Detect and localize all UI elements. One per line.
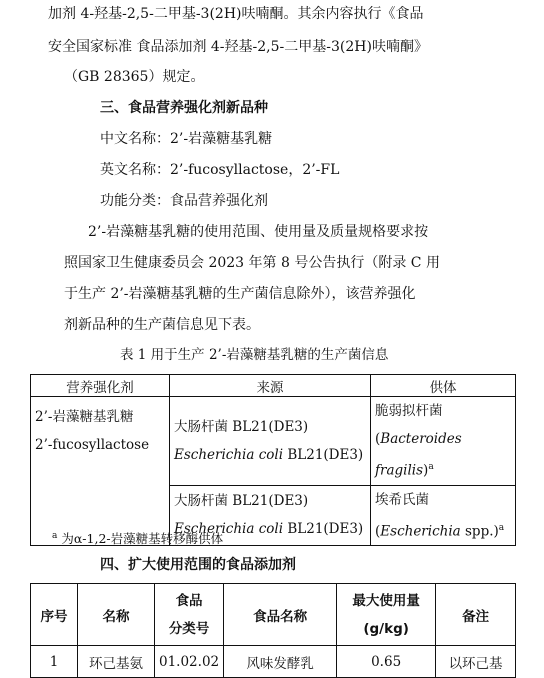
section-heading: 四、扩大使用范围的食品添加剂 (100, 557, 296, 573)
additive-table (30, 583, 516, 678)
cell-max-use: 0.65 (337, 646, 436, 678)
paragraph-line: 安全国家标准 食品添加剂 4-羟基-2,5-二甲基-3(2H)呋喃酮》 (48, 39, 428, 55)
table-header: 来源 (170, 375, 371, 397)
paragraph-line: （GB 28365）规定。 (64, 69, 205, 85)
cell-remark: 以环己基 (436, 646, 516, 678)
donor-cell (371, 485, 516, 546)
cell-category: 01.02.02 (155, 646, 224, 678)
donor-latin: (Escherichia spp.)$^a$ (375, 522, 505, 539)
source-cn: 大肠杆菌 BL21(DE3) (174, 493, 309, 510)
table-header: 供体 (371, 375, 516, 397)
fortifier-en: 2’-fucosyllactose (35, 437, 150, 453)
section-heading: 三、食品营养强化剂新品种 (100, 100, 268, 116)
header-category: 食品 分类号 (155, 584, 224, 646)
source-cn: 大肠杆菌 BL21(DE3) (174, 418, 309, 435)
source-latin: Escherichia coli BL21(DE3) (174, 521, 364, 538)
paragraph-line: 照国家卫生健康委员会 2023 年第 8 号公告执行（附录 C 用 (64, 255, 440, 271)
donor-cell (371, 397, 516, 486)
english-name: 英文名称：2’-fucosyllactose，2’-FL (100, 162, 340, 178)
paragraph-line: 于生产 2’-岩藻糖基乳糖的生产菌信息除外），该营养强化 (64, 286, 416, 302)
chinese-name: 中文名称：2’-岩藻糖基乳糖 (100, 131, 273, 147)
cell-no: 1 (31, 646, 78, 678)
table-footnote: $^a$ 为α-1,2-岩藻糖基转移酶供体 (52, 531, 224, 547)
cell-food-name: 风味发酵乳 (224, 646, 337, 678)
paragraph-line: 2’-岩藻糖基乳糖的使用范围、使用量及质量规格要求按 (88, 224, 429, 240)
fortifier-cn: 2’-岩藻糖基乳糖 (35, 409, 134, 425)
header-no: 序号 (31, 584, 78, 646)
paragraph-line: 剂新品种的生产菌信息见下表。 (64, 317, 260, 333)
producer-strain-table (30, 374, 516, 546)
donor-latin: (Bacteroides fragilis)$^a$ (375, 431, 462, 479)
paragraph-line: 加剂 4-羟基-2,5-二甲基-3(2H)呋喃酮。其余内容执行《食品 (48, 6, 424, 22)
header-food-name: 食品名称 (224, 584, 337, 646)
header-name: 名称 (78, 584, 155, 646)
table-caption: 表 1 用于生产 2’-岩藻糖基乳糖的生产菌信息 (120, 347, 389, 363)
cell-name: 环己基氨 (78, 646, 155, 678)
header-max-use: 最大使用量 (g/kg) (337, 584, 436, 646)
function-class: 功能分类：食品营养强化剂 (100, 193, 268, 209)
donor-cn: 埃希氏菌 (375, 491, 429, 508)
header-remark: 备注 (436, 584, 516, 646)
donor-cn: 脆弱拟杆菌 (375, 403, 443, 419)
table-row (31, 646, 516, 678)
source-latin: Escherichia coli BL21(DE3) (174, 446, 364, 463)
source-cell (170, 397, 371, 486)
fortifier-cell (31, 397, 170, 546)
table-header: 营养强化剂 (31, 375, 170, 397)
